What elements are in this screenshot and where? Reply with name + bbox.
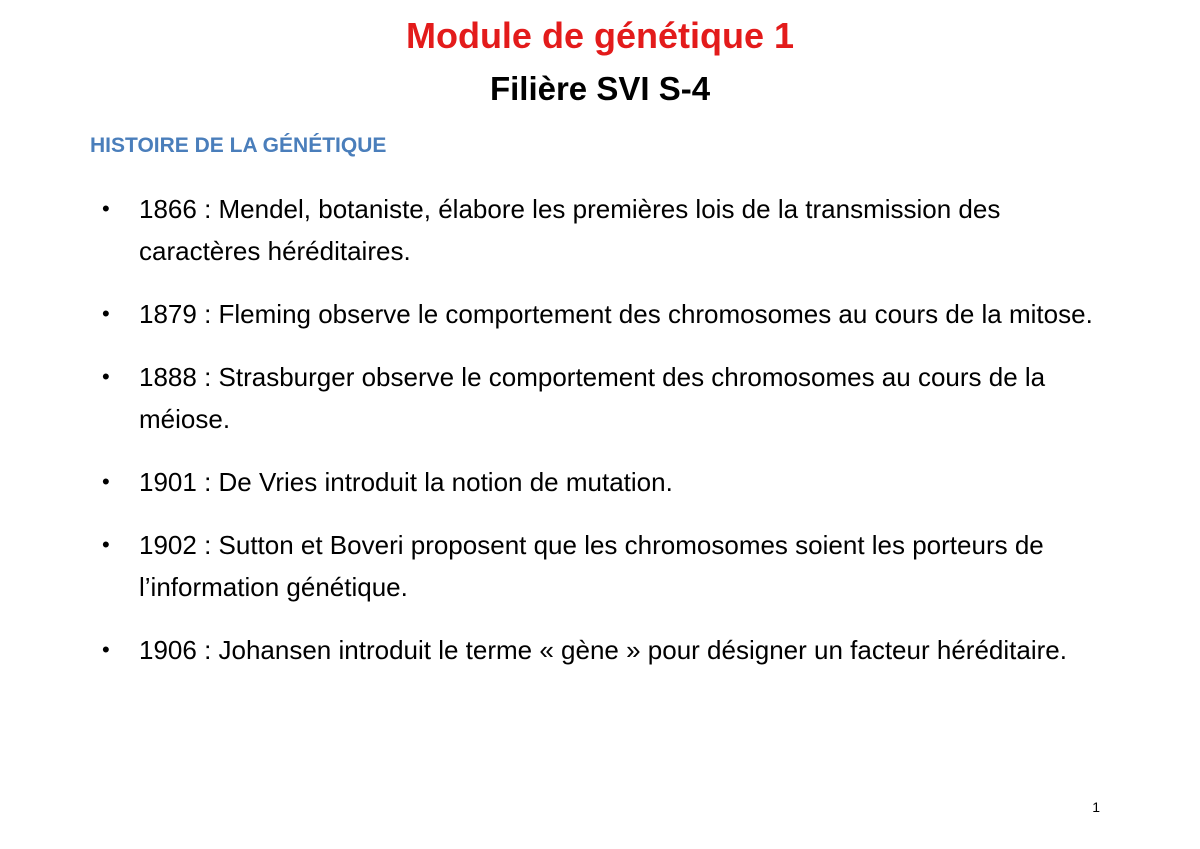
list-item [0,524,1200,608]
list-item [0,356,1200,440]
page-number: 1 [1092,799,1100,815]
bullet-icon: • [102,364,110,389]
list-item-text: 1888 : Strasburger observe le comportement des chromosomes au cours de la méiose. [139,362,1046,434]
list-item-text: 1902 : Sutton et Boveri proposent que les chromosomes soient les porteurs de l’information génétique. [139,530,1044,602]
document-subtitle: Filière SVI S-4 [489,70,711,107]
list-item-text: 1901 : De Vries introduit la notion de mutation. [139,467,673,497]
timeline-list [0,188,1200,692]
bullet-icon: • [102,196,110,221]
list-item-text: 1866 : Mendel, botaniste, élabore les premières lois de la transmission des caractères héréditaires. [139,194,1001,266]
section-heading: HISTOIRE DE LA GÉNÉTIQUE [90,134,387,157]
bullet-icon: • [102,469,110,494]
bullet-icon: • [102,301,110,326]
list-item [0,188,1200,272]
bullet-icon: • [102,637,110,662]
bullet-icon: • [102,532,110,557]
list-item [0,629,1200,671]
list-item [0,293,1200,335]
list-item-text: 1906 : Johansen introduit le terme « gène » pour désigner un facteur héréditaire. [139,635,1067,665]
list-item [0,461,1200,503]
list-item-text: 1879 : Fleming observe le comportement des chromosomes au cours de la mitose. [139,299,1093,329]
document-title: Module de génétique 1 [405,15,795,56]
